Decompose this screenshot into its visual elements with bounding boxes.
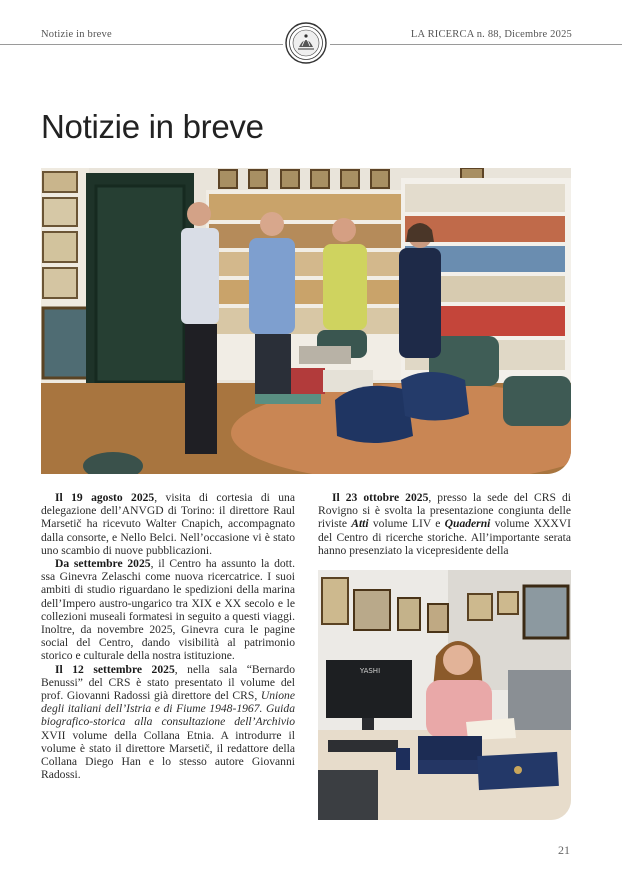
delegation-photo xyxy=(41,168,571,474)
news-item-journals-presentation xyxy=(318,491,571,557)
page-title: Notizie in breve xyxy=(41,108,264,145)
running-header-publication: LA RICERCA n. 88, Dicembre 2025 xyxy=(410,29,572,40)
news-column-left xyxy=(41,491,295,781)
news-text: , presso la sede del CRS di Rovigno si è svolta la presentazione congiunta delle riviste xyxy=(318,491,571,531)
journal-title: Quaderni xyxy=(444,517,491,531)
researcher-photo xyxy=(318,570,571,820)
book-title: Unione degli italiani dell’Istria e di Fiume 1948-1967. Guida biografico-storica alla consultazione dell’Archivio xyxy=(41,689,295,729)
monitor-brand: YASHI xyxy=(359,667,381,675)
news-date: Da settembre 2025 xyxy=(55,557,151,571)
news-date: Il 23 ottobre 2025 xyxy=(332,491,429,504)
running-header-section: Notizie in breve xyxy=(41,29,112,40)
crs-emblem-icon xyxy=(285,22,327,64)
news-column-right xyxy=(318,491,571,557)
header-rule-right xyxy=(330,44,622,45)
news-text: , il Centro ha assunto la dott. ssa Ginevra Zelaschi come nuova ricercatrice. I suoi ambiti di studio riguardano le spedizioni della marina dell’Impero austro-ungarico tra XIX e XX secolo e le collezioni museali formatesi in seguito a questi viaggi. Inoltre, da novembre 2025, Ginevra cura le pagine social del Centro, dando visibilità al patrimonio storico e culturale della nostra istituzione. xyxy=(41,557,295,663)
news-date: Il 12 settembre 2025 xyxy=(55,662,175,676)
news-item-book-presentation xyxy=(41,663,295,782)
news-item-anvgd-visit xyxy=(41,491,295,557)
page-number: 21 xyxy=(558,843,570,857)
news-text: volume XXXVI del Centro di ricerche storiche. All’importante serata hanno presenziato la vicepresidente della xyxy=(318,517,571,557)
news-text: XVII volume della Collana Etnia. A introdurre il volume è stato il direttore Marsetič, il redattore della Collana Diego Han e lo stesso autore Giovanni Radossi. xyxy=(41,728,295,782)
news-date: Il 19 agosto 2025 xyxy=(55,491,155,504)
journal-title: Atti xyxy=(351,517,369,531)
news-item-new-researcher xyxy=(41,557,295,663)
news-text: volume LIV e xyxy=(368,517,445,531)
news-text: , nella sala “Bernardo Benussi” del CRS è stato presentato il volume del prof. Giovanni Radossi già direttore del CRS, xyxy=(41,662,295,703)
header-rule-left xyxy=(0,44,283,45)
news-text: , visita di cortesia di una delegazione dell’ANVGD di Torino: il direttore Raul Marsetič ha ricevuto Walter Cnapich, accompagnato dalla consorte, e Nello Belci. Nell’occasione vi è stato uno scambio di nuove pubblicazioni. xyxy=(41,491,295,557)
